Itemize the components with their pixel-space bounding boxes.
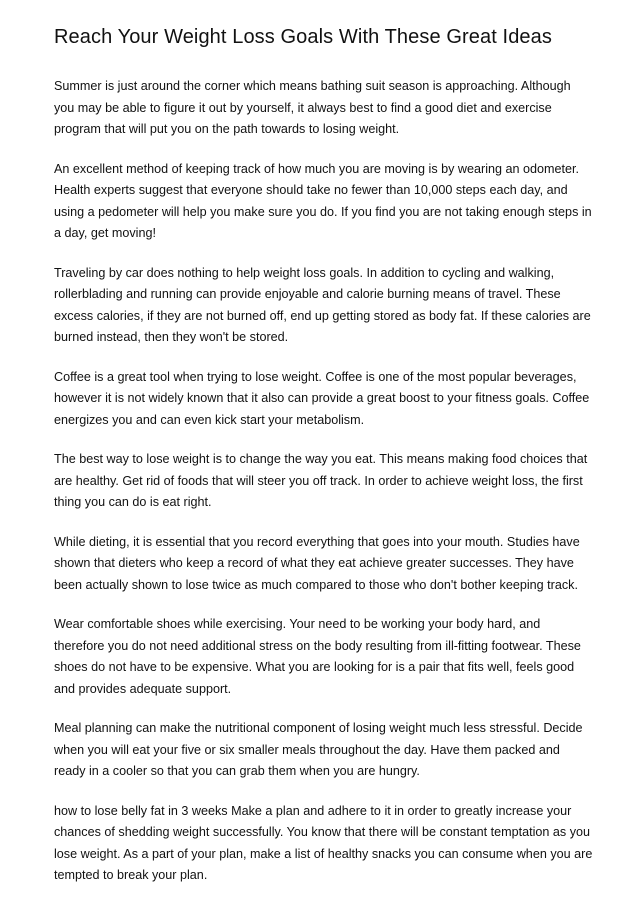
document-page xyxy=(54,24,594,905)
paragraph-9: how to lose belly fat in 3 weeks Make a plan and adhere to it in order to greatly increase your chances of shedding weight successfully. You know that there will be constant temptation as you lose weight. As a part of your plan, make a list of healthy snacks you can consume when you are tempted to break your plan. xyxy=(54,803,593,882)
paragraph-5: The best way to lose weight is to change the way you eat. This means making food choices that are healthy. Get rid of foods that will steer you off track. In order to achieve weight loss, the first thing you can do is eat right. xyxy=(54,452,588,509)
paragraph-3: Traveling by car does nothing to help weight loss goals. In addition to cycling and walking, rollerblading and running can provide enjoyable and calorie burning means of travel. These excess calories, if they are not burned off, end up getting stored as body fat. If these calories are burned instead, then they won't be stored. xyxy=(54,265,591,344)
document-title: Reach Your Weight Loss Goals With These Great Ideas xyxy=(54,26,552,48)
paragraph-6: While dieting, it is essential that you record everything that goes into your mouth. Studies have shown that dieters who keep a record of what they eat achieve greater successes. They have been actually shown to lose twice as much compared to those who don't bother keeping track. xyxy=(54,534,580,592)
paragraph-4: Coffee is a great tool when trying to lose weight. Coffee is one of the most popular beverages, however it is not widely known that it also can provide a great boost to your fitness goals. Coffee energizes you and can even kick start your metabolism. xyxy=(54,369,590,427)
paragraph-8: Meal planning can make the nutritional component of losing weight much less stressful. Decide when you will eat your five or six smaller meals throughout the day. Have them packed and ready in a cooler so that you can grab them when you are hungry. xyxy=(54,721,583,778)
paragraph-7: Wear comfortable shoes while exercising. Your need to be working your body hard, and therefore you do not need additional stress on the body resulting from ill-fitting footwear. These shoes do not have to be expensive. What you are looking for is a pair that fits well, feels good and provides adequate support. xyxy=(54,617,581,696)
paragraph-2: An excellent method of keeping track of how much you are moving is by wearing an odometer. Health experts suggest that everyone should take no fewer than 10,000 steps each day, and using a pedometer will help you make sure you do. If you find you are not taking enough steps in a day, get moving! xyxy=(54,161,592,240)
paragraph-1: Summer is just around the corner which means bathing suit season is approaching. Although you may be able to figure it out by yourself, it always best to find a good diet and exercise program that will put you on the path towards to losing weight. xyxy=(54,79,571,136)
